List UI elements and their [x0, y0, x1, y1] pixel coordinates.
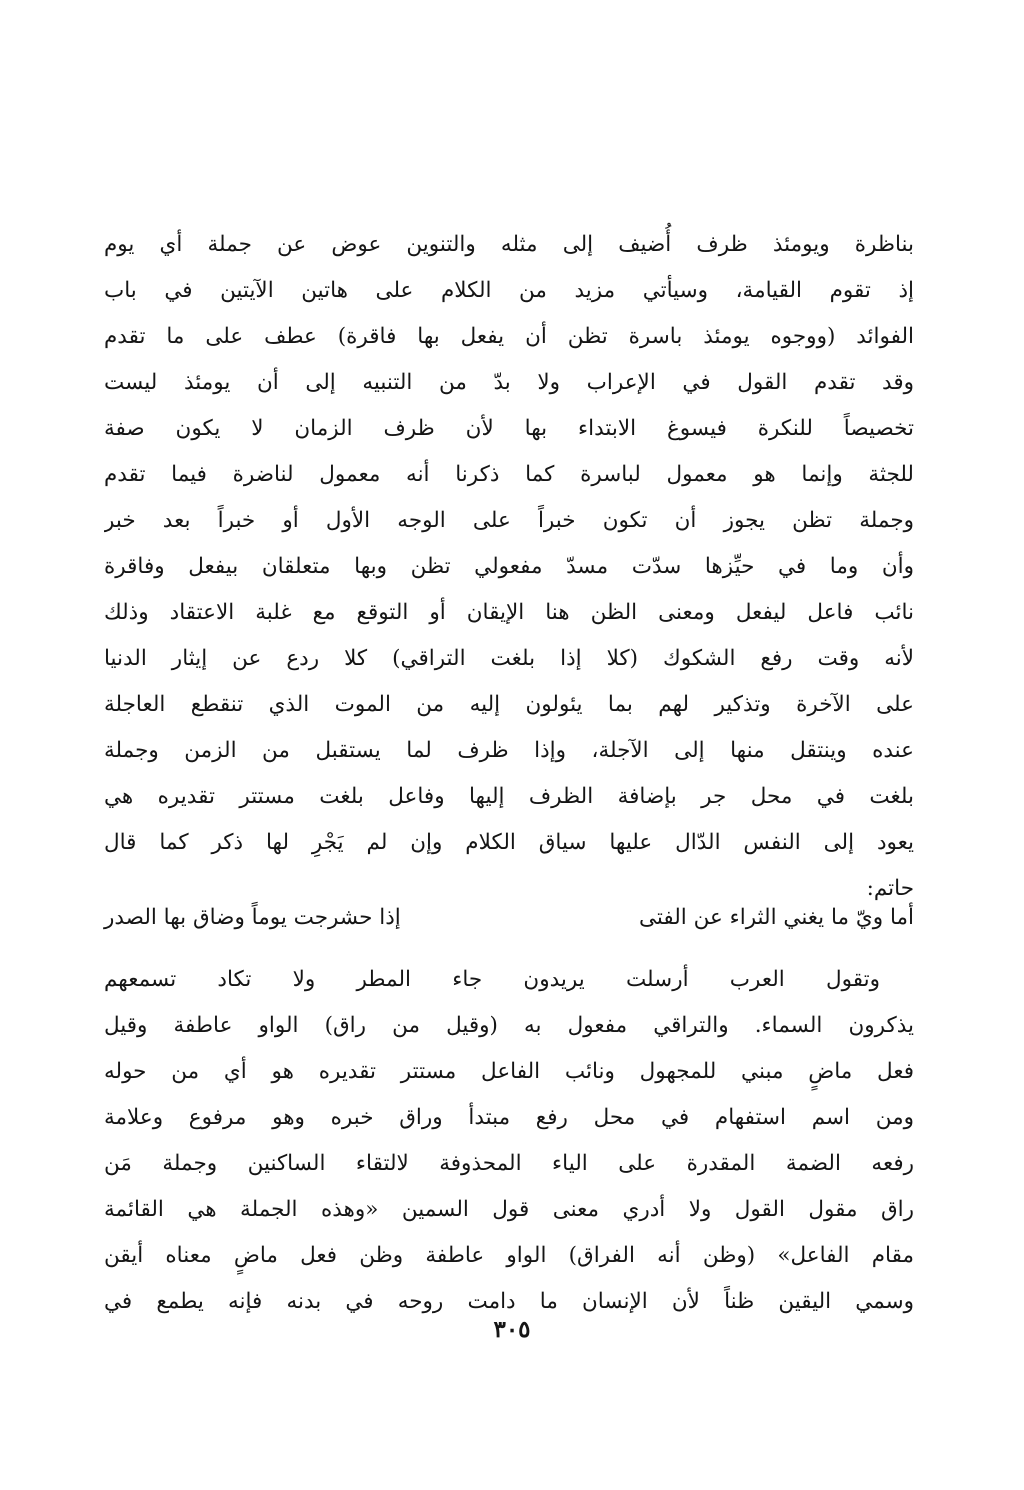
text-line: وسمي اليقين ظناً لأن الإنسان ما دامت روحه في بدنه فإنه يطمع في: [104, 1289, 914, 1314]
text-line: رفعه الضمة المقدرة على الياء المحذوفة لالتقاء الساكنين وجملة مَن: [104, 1151, 914, 1176]
text-line: عنده وينتقل منها إلى الآجلة، وإذا ظرف لما يستقبل من الزمن وجملة: [104, 738, 914, 763]
paragraph-1: [104, 222, 914, 912]
text-line: نائب فاعل ليفعل ومعنى الظن هنا الإيقان أو التوقع مع غلبة الاعتقاد وذلك: [104, 600, 914, 625]
verse-first-hemistich: أما ويّ ما يغني الثراء عن الفتى: [638, 905, 914, 930]
text-line: لأنه وقت رفع الشكوك (كلا إذا بلغت التراقي) كلا ردع عن إيثار الدنيا: [104, 646, 914, 671]
text-line: وجملة تظن يجوز أن تكون خبراً على الوجه الأول أو خبراً بعد خبر: [104, 508, 914, 533]
text-line: تخصيصاً للنكرة فيسوغ الابتداء بها لأن ظرف الزمان لا يكون صفة: [104, 416, 914, 441]
paragraph-2: [104, 957, 914, 1325]
text-line: يذكرون السماء. والتراقي مفعول به (وقيل من راق) الواو عاطفة وقيل: [104, 1013, 914, 1038]
text-line: بناظرة ويومئذ ظرف أُضيف إلى مثله والتنوين عوض عن جملة أي يوم: [104, 232, 914, 257]
text-line: الفوائد (ووجوه يومئذ باسرة تظن أن يفعل بها فاقرة) عطف على ما تقدم: [104, 324, 914, 349]
text-line: للجثة وإنما هو معمول لباسرة كما ذكرنا أنه معمول لناضرة فيما تقدم: [104, 462, 914, 487]
text-line: يعود إلى النفس الدّال عليها سياق الكلام وإن لم يَجْرِ لها ذكر كما قال: [104, 830, 914, 855]
text-line: فعل ماضٍ مبني للمجهول ونائب الفاعل مستتر تقديره هو أي من حوله: [104, 1059, 914, 1084]
poetry-verse: [104, 895, 914, 941]
text-line: وتقول العرب أرسلت يريدون جاء المطر ولا تكاد تسمعهم: [104, 967, 880, 992]
text-line: وأن وما في حيِّزها سدّت مسدّ مفعولي تظن وبها متعلقان بيفعل وفاقرة: [104, 554, 914, 579]
text-line: وقد تقدم القول في الإعراب ولا بدّ من التنبيه إلى أن يومئذ ليست: [104, 370, 914, 395]
text-line: على الآخرة وتذكير لهم بما يئولون إليه من الموت الذي تنقطع العاجلة: [104, 692, 914, 717]
text-line: إذ تقوم القيامة، وسيأتي مزيد من الكلام على هاتين الآيتين في باب: [104, 278, 914, 303]
verse-second-hemistich: إذا حشرجت يوماً وضاق بها الصدر: [104, 905, 401, 930]
text-line: ومن اسم استفهام في محل رفع مبتدأ وراق خبره وهو مرفوع وعلامة: [104, 1105, 914, 1130]
text-line: مقام الفاعل» (وظن أنه الفراق) الواو عاطفة وظن فعل ماضٍ معناه أيقن: [104, 1243, 914, 1268]
text-line: حاتم:: [866, 876, 914, 901]
text-line: بلغت في محل جر بإضافة الظرف إليها وفاعل بلغت مستتر تقديره هي: [104, 784, 914, 809]
page-number: ٣٠٥: [493, 1316, 531, 1343]
text-line: راق مقول القول ولا أدري معنى قول السمين «وهذه الجملة هي القائمة: [104, 1197, 914, 1222]
